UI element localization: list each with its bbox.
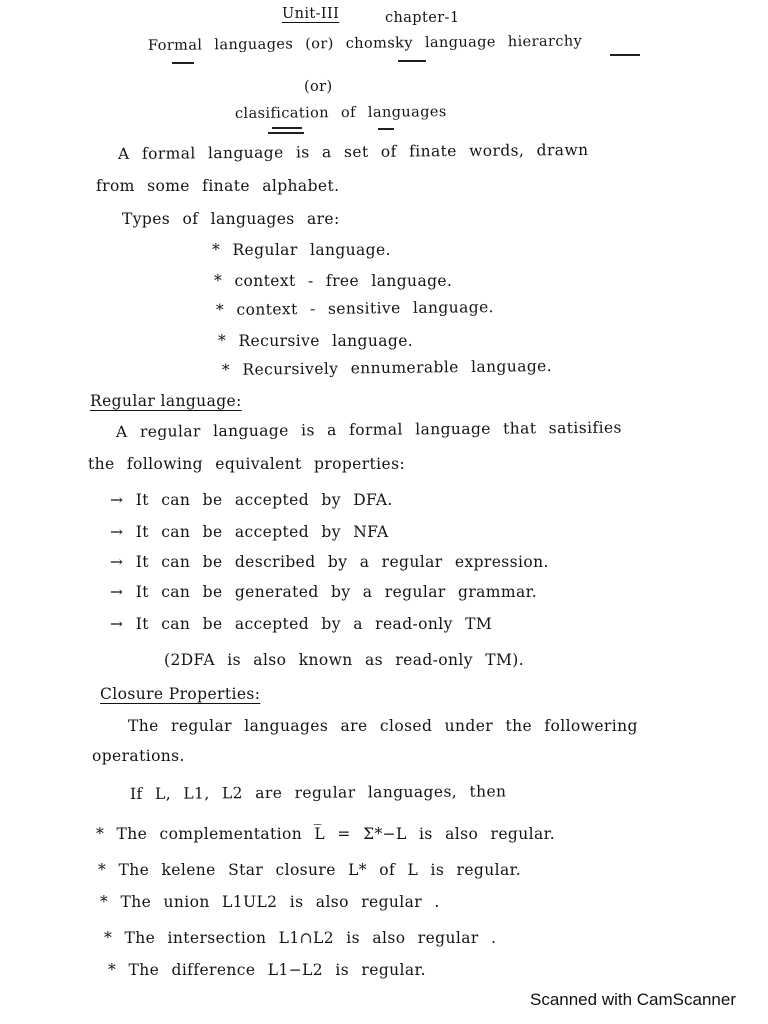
- intro-line-2: from some finate alphabet.: [96, 177, 340, 195]
- regular-line-1: A regular language is a formal language that satisifies: [115, 418, 622, 441]
- closure-item-complementation: * The complementation L̅ = Σ*−L is also regular.: [96, 825, 556, 843]
- types-item-context-sensitive: * context - sensitive language.: [215, 298, 495, 319]
- types-item-recursive: * Recursive language.: [218, 332, 414, 350]
- types-item-recursively-enumerable: * Recursively ennumerable language.: [221, 356, 553, 379]
- unit-label: Unit-III: [282, 6, 340, 22]
- regular-property-grammar: → It can be generated by a regular grammar.: [110, 583, 538, 601]
- regular-property-tm: → It can be accepted by a read-only TM: [110, 615, 493, 633]
- closure-item-difference: * The difference L1−L2 is regular.: [108, 961, 426, 979]
- title-underline-hierarchy: [610, 54, 640, 56]
- camscanner-watermark: Scanned with CamScanner: [529, 990, 736, 1009]
- page-subtitle: clasification of languages: [234, 104, 447, 122]
- regular-property-nfa: → It can be accepted by NFA: [110, 523, 389, 541]
- closure-heading: Closure Properties:: [100, 685, 261, 703]
- regular-property-dfa: → It can be accepted by DFA.: [110, 491, 393, 509]
- regular-note: (2DFA is also known as read-only TM).: [164, 651, 525, 669]
- subtitle-underline-2: [268, 132, 304, 134]
- subtitle-underline-3: [378, 128, 394, 130]
- regular-heading: Regular language:: [90, 392, 242, 410]
- types-item-regular: * Regular language.: [212, 241, 391, 259]
- regular-property-regex: → It can be described by a regular expression.: [110, 553, 549, 571]
- title-underline-formal: [172, 62, 194, 64]
- subtitle-underline-1: [272, 127, 302, 129]
- regular-line-2: the following equivalent properties:: [88, 455, 406, 473]
- closure-line-1: The regular languages are closed under the followering: [128, 717, 638, 735]
- closure-item-intersection: * The intersection L1∩L2 is also regular .: [104, 929, 497, 947]
- intro-line-1: A formal language is a set of finate words, drawn: [117, 140, 589, 163]
- types-item-context-free: * context - free language.: [214, 272, 453, 290]
- closure-line-2: operations.: [92, 747, 185, 765]
- closure-item-union: * The union L1UL2 is also regular .: [100, 893, 440, 911]
- types-heading: Types of languages are:: [122, 210, 340, 228]
- title-underline-chomsky: [398, 60, 426, 62]
- title-or: (or): [304, 79, 333, 95]
- closure-line-3: If L, L1, L2 are regular languages, then: [129, 782, 507, 803]
- closure-item-kleene-star: * The kelene Star closure L* of L is regular.: [98, 861, 522, 879]
- page-title: Formal languages (or) chomsky language hierarchy: [147, 33, 583, 54]
- chapter-label: chapter-1: [385, 10, 460, 26]
